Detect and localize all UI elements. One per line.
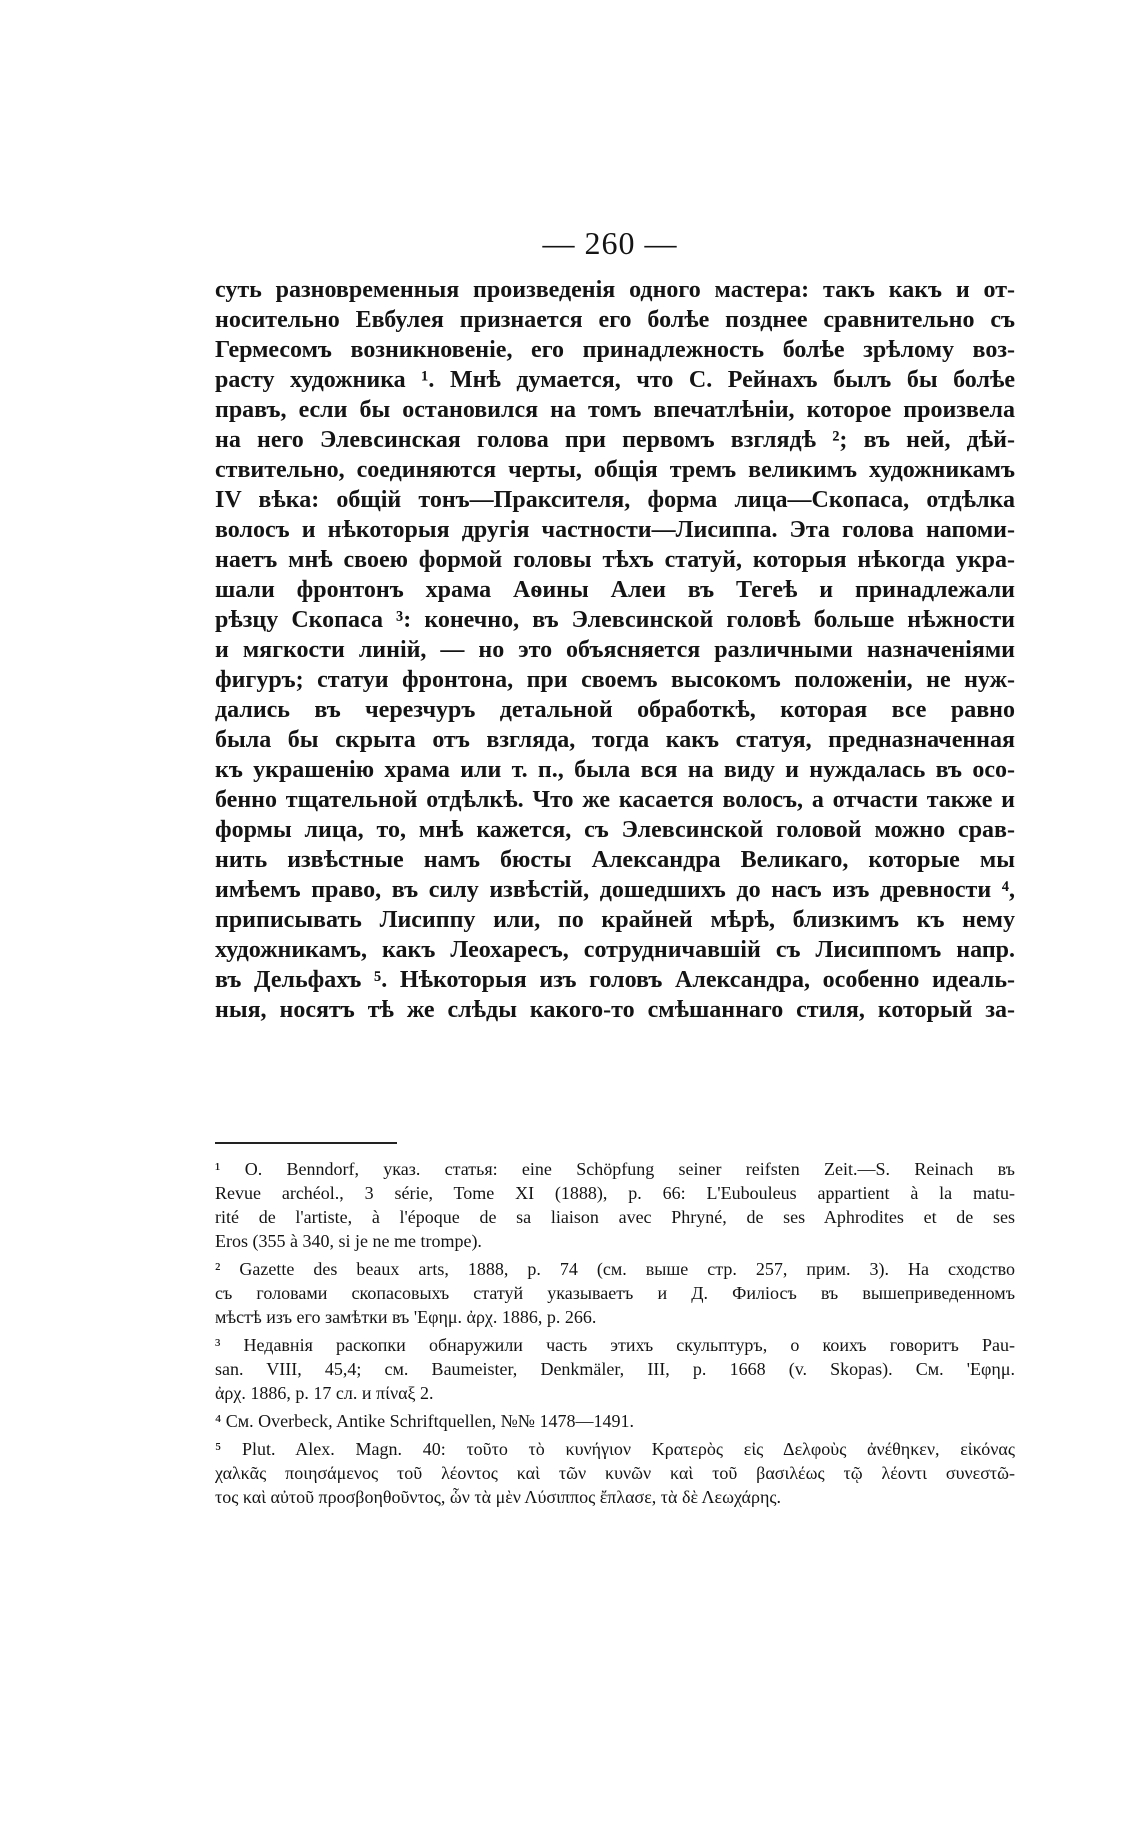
footnote-3 — [215, 1333, 1015, 1405]
body-line: дались въ черезчуръ детальной обработкѣ, которая все равно — [215, 697, 1015, 723]
body-text — [215, 275, 1015, 1025]
body-line: волосъ и нѣкоторыя другія частности—Лисиппа. Эта голова напоми- — [215, 517, 1015, 543]
body-line: наетъ мнѣ своею формой головы тѣхъ статуй, которыя нѣкогда укра- — [215, 547, 1015, 573]
footnote-line: ⁵ Plut. Alex. Magn. 40: τοῦτο τὸ κυνήγιον Κρατερὸς εἰς Δελφοὺς ἀνέθηκεν, εἰκόνας — [215, 1439, 1015, 1459]
footnote-line: Eros (355 à 340, si je ne me trompe). — [215, 1231, 482, 1251]
body-line: формы лица, то, мнѣ кажется, съ Элевсинской головой можно срав- — [215, 817, 1015, 843]
body-line: нить извѣстные намъ бюсты Александра Великаго, которые мы — [215, 847, 1015, 873]
body-line: IV вѣка: общій тонъ—Праксителя, форма лица—Скопаса, отдѣлка — [215, 487, 1015, 513]
footnote-separator — [215, 1142, 397, 1144]
page-number: — 260 — — [542, 225, 678, 261]
body-line: и мягкости линій, — но это объясняется различными назначеніями — [215, 637, 1015, 663]
body-line: шали фронтонъ храма Аѳины Алеи въ Тегеѣ и принадлежали — [215, 577, 1015, 603]
body-line: къ украшенію храма или т. п., была вся на виду и нуждалась въ осо- — [215, 757, 1015, 783]
footnote-line: χαλκᾶς ποιησάμενος τοῦ λέοντος καὶ τῶν κυνῶν καὶ τοῦ βασιλέως τῷ λέοντι συνεστῶ- — [215, 1463, 1015, 1483]
footnote-line: rité de l'artiste, à l'époque de sa liaison avec Phryné, de ses Aphrodites et de ses — [215, 1207, 1015, 1227]
body-line: Гермесомъ возникновеніе, его принадлежность болѣе зрѣлому воз- — [215, 337, 1015, 363]
footnote-line: съ головами скопасовыхъ статуй указываетъ и Д. Филіосъ въ вышеприведенномъ — [215, 1283, 1015, 1303]
footnote-5 — [215, 1437, 1015, 1509]
footnote-line: san. VIII, 45,4; см. Baumeister, Denkmäler, III, p. 1668 (v. Skopas). См. 'Εφημ. — [215, 1359, 1015, 1379]
footnote-1 — [215, 1157, 1015, 1253]
footnote-line: τος καὶ αὐτοῦ προσβοηθοῦντος, ὧν τὰ μὲν Λύσιππος ἔπλασε, τὰ δὲ Λεωχάρης. — [215, 1487, 782, 1507]
footnote-line: ² Gazette des beaux arts, 1888, p. 74 (см. выше стр. 257, прим. 3). На сходство — [215, 1259, 1015, 1279]
body-line: въ Дельфахъ ⁵. Нѣкоторыя изъ головъ Александра, особенно идеаль- — [215, 967, 1015, 993]
footnote-4 — [215, 1409, 1015, 1433]
body-line: суть разновременныя произведенія одного мастера: такъ какъ и от- — [215, 277, 1015, 303]
body-line: рѣзцу Скопаса ³: конечно, въ Элевсинской головѣ больше нѣжности — [215, 607, 1015, 633]
footnote-line: Revue archéol., 3 série, Tome XI (1888), p. 66: L'Euboulеus appartient à la matu- — [215, 1183, 1015, 1203]
body-line: была бы скрыта отъ взгляда, тогда какъ статуя, предназначенная — [215, 727, 1015, 753]
body-line: фигуръ; статуи фронтона, при своемъ высокомъ положеніи, не нуж- — [215, 667, 1015, 693]
footnote-line: ἀρχ. 1886, p. 17 сл. и πίναξ 2. — [215, 1383, 434, 1403]
body-line: правъ, если бы остановился на томъ впечатлѣніи, которое произвела — [215, 397, 1015, 423]
footnote-line: ³ Недавнія раскопки обнаружили часть этихъ скульптуръ, о коихъ говоритъ Pau- — [215, 1335, 1015, 1355]
body-line: художникамъ, какъ Леохаресъ, сотрудничавшій съ Лисиппомъ напр. — [215, 937, 1015, 963]
body-line: носительно Евбулея признается его болѣе позднее сравнительно съ — [215, 307, 1015, 333]
footnote-line: мѣстѣ изъ его замѣтки въ 'Εφημ. ἀρχ. 1886, p. 266. — [215, 1307, 597, 1327]
footnote-line: ¹ O. Benndorf, указ. статья: eine Schöpfung seiner reifsten Zeit.—S. Reinach въ — [215, 1159, 1015, 1179]
footnote-2 — [215, 1257, 1015, 1329]
body-line: имѣемъ право, въ силу извѣстій, дошедшихъ до насъ изъ древности ⁴, — [215, 877, 1015, 903]
body-line: ныя, носятъ тѣ же слѣды какого-то смѣшаннаго стиля, который за- — [215, 997, 1015, 1023]
footnote-line: ⁴ См. Overbeck, Antike Schriftquellen, №№ 1478—1491. — [215, 1411, 634, 1431]
body-line: на него Элевсинская голова при первомъ взглядѣ ²; въ ней, дѣй- — [215, 427, 1015, 453]
footnotes — [215, 1157, 1015, 1509]
body-line: приписывать Лисиппу или, по крайней мѣрѣ, близкимъ къ нему — [215, 907, 1015, 933]
body-line: ствительно, соединяются черты, общія тремъ великимъ художникамъ — [215, 457, 1015, 483]
body-line: бенно тщательной отдѣлкѣ. Что же касается волосъ, а отчасти также и — [215, 787, 1015, 813]
body-line: расту художника ¹. Мнѣ думается, что С. Рейнахъ былъ бы болѣе — [215, 367, 1015, 393]
